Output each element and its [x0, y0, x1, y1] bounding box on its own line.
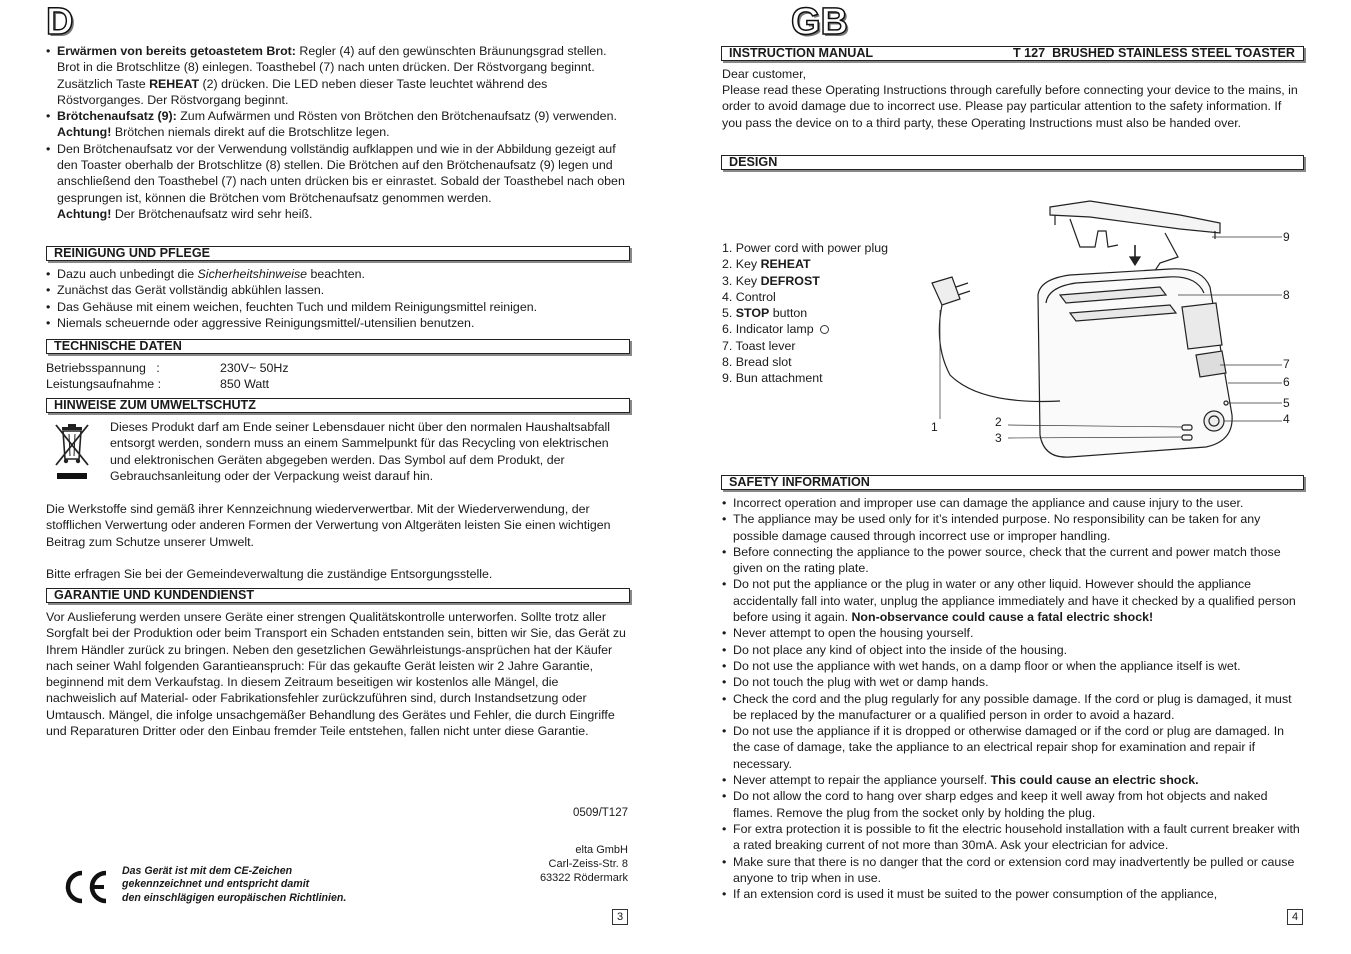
manual-heading-title: INSTRUCTION MANUAL [729, 46, 874, 60]
safety-heading: SAFETY INFORMATION [721, 475, 1304, 490]
cleaning-heading: REINIGUNG UND PFLEGE [46, 246, 630, 261]
list-item: • Niemals scheuernde oder aggressive Reinigungsmittel/-utensilien benutzen. [46, 315, 631, 331]
manual-heading-model: T 127 BRUSHED STAINLESS STEEL TOASTER [1012, 46, 1295, 60]
list-item: 8. Bread slot [722, 355, 792, 370]
toaster-illustration [920, 195, 1300, 475]
tech-row-1-label: Betriebsspannung : [46, 361, 160, 375]
list-item: • Brötchenaufsatz (9): Zum Aufwärmen und Rösten von Brötchen den Brötchenaufsatz (9) verwenden. Achtung! Brötchen niemals direkt auf die Brotschlitze legen. [46, 108, 631, 141]
list-item: • Dazu auch unbedingt die Sicherheitshinweise beachten. [46, 266, 631, 282]
safety-section [722, 495, 1302, 902]
env-text-1: Dieses Produkt darf am Ende seiner Lebensdauer nicht über den normalen Haushaltsabfall entsorgt werden, sondern muss an einem Sammelpunkt für das Recycling von elektrischen und elektronischen Geräten abgegeben werden. Das Symbol auf dem Produkt, der Gebrauchsanleitung oder der Verpackung weist darauf hin. [110, 420, 611, 483]
callout-7: 7 [1283, 357, 1290, 371]
tech-row-1-value: 230V~ 50Hz [220, 361, 289, 375]
design-parts-list [722, 240, 922, 387]
callout-5: 5 [1283, 396, 1290, 410]
list-item: 6. Indicator lamp [722, 321, 922, 337]
left-intro [46, 43, 631, 222]
page-number-left: 3 [612, 909, 628, 925]
list-item: • Check the cord and the plug regularly for any possible damage. If the cord or plug is damaged, it must be replaced by the manufacturer or a qualified person in order to avoid a hazard. [722, 691, 1302, 724]
list-item: • Den Brötchenaufsatz vor der Verwendung vollständig aufklappen und wie in der Abbildung gezeigt auf den Toaster oberhalb der Brotschlitze (8) stellen. Die Brötchen auf den Brötchenaufsatz (9) legen und anschließend den Toasthebel (7) nach unten drücken bis er einrastet. Sobald der Toasthebel nach oben gesprungen ist, können die Brötchen vom Brötchenaufsatz genommen werden. Achtung! Der Brötchenaufsatz wird sehr heiß. [46, 141, 631, 222]
weee-bin-icon [52, 421, 92, 483]
doc-code: 0509/T127 [573, 807, 628, 819]
callout-4: 4 [1283, 412, 1290, 426]
tech-row-2-value: 850 Watt [220, 377, 270, 391]
list-item: • Make sure that there is no danger that the cord or extension cord may inadvertently be pulled or cause anyone to trip when in use. [722, 854, 1302, 887]
tech-heading: TECHNISCHE DATEN [46, 339, 630, 354]
list-item: 2. Key REHEAT [722, 257, 811, 272]
list-item: • Incorrect operation and improper use can damage the appliance and cause injury to the user. [722, 495, 1302, 511]
list-item: • Do not put the appliance or the plug in water or any other liquid. However should the appliance accidentally fall into water, unplug the appliance immediately and have it checked by a qualified person before using it again. Non-observance could cause a fatal electric shock! [722, 576, 1302, 625]
callout-2: 2 [995, 415, 1002, 429]
list-item: • Zunächst das Gerät vollständig abkühlen lassen. [46, 282, 631, 298]
list-item: • Do not use the appliance with wet hands, on a damp floor or when the appliance itself is wet. [722, 658, 1302, 674]
list-item: • The appliance may be used only for it’s intended purpose. No responsibility can be taken for any possible damage caused through incorrect use or improper handling. [722, 511, 1302, 544]
list-item: • Never attempt to open the housing yourself. [722, 625, 1302, 641]
safety-list [722, 495, 1302, 902]
list-item: • Do not allow the cord to hang over sharp edges and keep it well away from hot objects and naked flames. Remove the plug from the socket only by holding the plug. [722, 788, 1302, 821]
right-language-letter: GB [791, 1, 848, 43]
warranty-text: Vor Auslieferung werden unsere Geräte einer strengen Qualitätskontrolle unterworfen. Sollte trotz aller Sorgfalt bei der Produktion oder beim Transport ein Schaden entstanden sein, bitten wir Sie, das Gerät zu Ihrem Händler zurück zu bringen. Neben den gesetzlichen Gewährleistungs-ansprüchen hat der Käufer nach seiner Wahl folgenden Garantieanspruch: Für das gekaufte Gerät leisten wir 2 Jahre Garantie, beginnend mit dem Verkaufstag. In diesem Zeitraum beseitigen wir kostenlos alle Mängel, die nachweislich auf Material- oder Fabrikationsfehler zurückzuführen sind, durch Instandsetzung oder Umtausch. Mängel, die infolge unsachgemäßer Behandlung des Gerätes und Fehler, die durch Eingriffe und Reparaturen Dritter oder den Einbau fremder Teile entstehen, fallen nicht unter diese Garantie. [46, 610, 626, 739]
list-item: • Do not place any kind of object into the inside of the housing. [722, 642, 1302, 658]
left-intro-list [46, 43, 631, 222]
list-item: • Before connecting the appliance to the power source, check that the current and power match those given on the rating plate. [722, 544, 1302, 577]
address: elta GmbH Carl-Zeiss-Str. 8 63322 Rödermark [539, 844, 628, 884]
list-item: • If an extension cord is used it must be suited to the power consumption of the appliance, [722, 886, 1302, 902]
intro-text: Please read these Operating Instructions through carefully before connecting your device to the mains, in order to avoid damage due to incorrect use. Please pay particular attention to the safety information. If you pass the device on to a third party, these Operating Instructions must also be handed over. [722, 83, 1298, 130]
callout-9: 9 [1283, 230, 1290, 244]
list-item: 1. Power cord with power plug [722, 241, 888, 255]
callout-8: 8 [1283, 288, 1290, 302]
list-item: • Never attempt to repair the appliance yourself. This could cause an electric shock. [722, 772, 1302, 788]
env-text-3: Bitte erfragen Sie bei der Gemeindeverwaltung die zuständige Entsorgungsstelle. [46, 567, 493, 581]
callout-3: 3 [995, 431, 1002, 445]
list-item: • For extra protection it is possible to fit the electric household installation with a fault current breaker with a rated breaking current of not more than 30mA. Ask your electrician for advice. [722, 821, 1302, 854]
ce-mark-icon [62, 870, 112, 904]
design-heading: DESIGN [721, 155, 1304, 170]
env-text-2: Die Werkstoffe sind gemäß ihrer Kennzeichnung wiederverwertbar. Mit der Wiederverwendung, der stofflichen Verwertung oder anderen Formen der Verwertung von Altgeräten leisten Sie einen wichtigen Beitrag zum Schutze unserer Umwelt. [46, 502, 611, 549]
list-item: • Das Gehäuse mit einem weichen, feuchten Tuch und mildem Reinigungsmittel reinigen. [46, 299, 631, 315]
greeting: Dear customer, [722, 67, 807, 81]
callout-1: 1 [931, 420, 938, 434]
warranty-heading: GARANTIE UND KUNDENDIENST [46, 588, 630, 603]
list-item: • Do not touch the plug with wet or damp hands. [722, 674, 1302, 690]
list-item: • Do not use the appliance if it is dropped or otherwise damaged or if the cord or plug are damaged. In the case of damage, take the appliance to an electrical repair shop for examination and repair if necessary. [722, 723, 1302, 772]
list-item: 9. Bun attachment [722, 371, 823, 386]
indicator-lamp-icon [820, 325, 829, 334]
env-heading: HINWEISE ZUM UMWELTSCHUTZ [46, 398, 630, 413]
list-item: 7. Toast lever [722, 338, 796, 353]
manual-heading [721, 46, 1304, 61]
tech-row-2-label: Leistungsaufnahme : [46, 377, 162, 391]
list-item: 4. Control [722, 289, 776, 304]
cleaning-section [46, 266, 631, 331]
page-number-right: 4 [1287, 909, 1303, 925]
callout-6: 6 [1283, 375, 1290, 389]
list-item: 3. Key DEFROST [722, 273, 820, 288]
list-item: 5. STOP button [722, 306, 808, 321]
left-language-letter: D [46, 1, 74, 43]
ce-statement: Das Gerät ist mit dem CE-Zeichen gekennzeichnet und entspricht damit den einschlägigen europäischen Richtlinien. [122, 865, 347, 904]
list-item: • Erwärmen von bereits getoastetem Brot: Regler (4) auf den gewünschten Bräunungsgrad stellen. Brot in die Brotschlitze (8) einlegen. Toasthebel (7) nach unten drücken. Der Röstvorgang beginnt. Zusätzlich Taste REHEAT (2) drücken. Die LED neben dieser Taste leuchtet während des Röstvorganges. Der Röstvorgang beginnt. [46, 43, 631, 108]
